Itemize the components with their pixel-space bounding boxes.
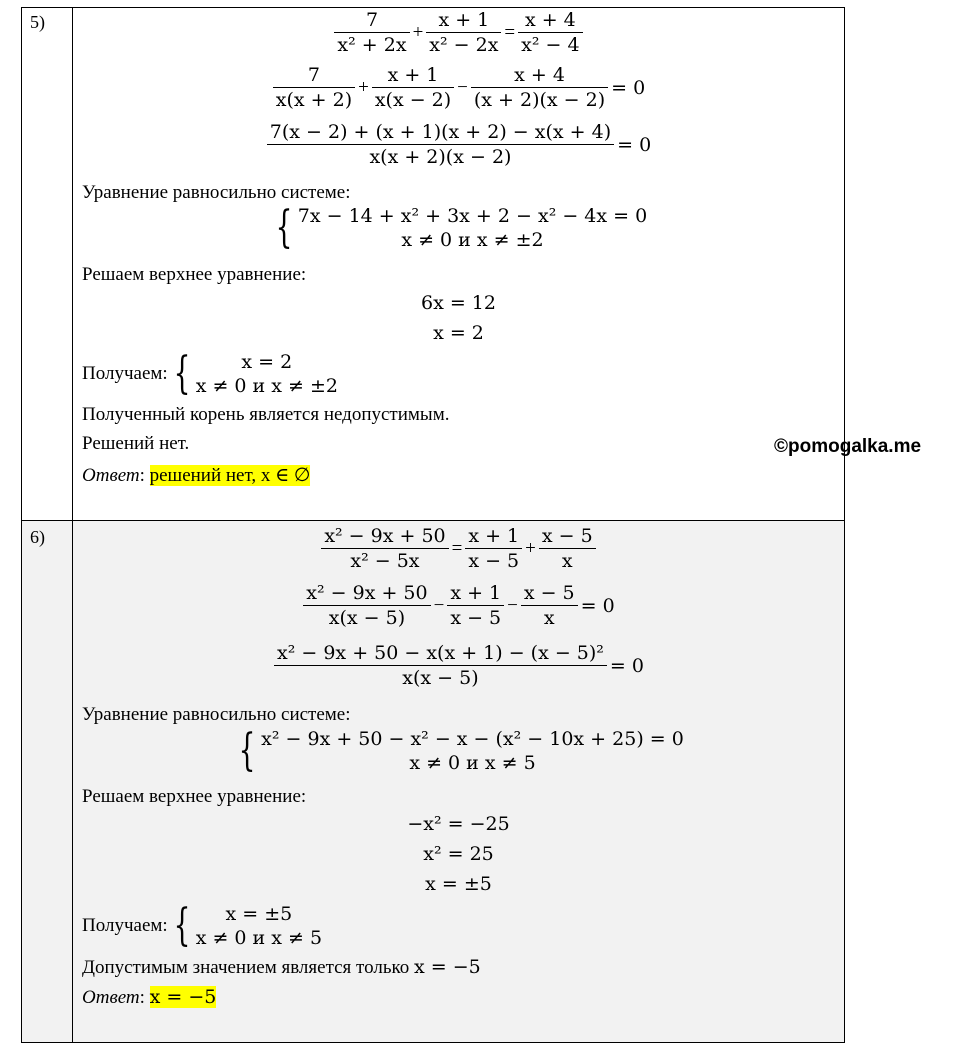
system-1: { x² − 9x + 50 − x² − x − (x² − 10x + 25) = 0 x ≠ 0 и x ≠ 5 bbox=[238, 725, 684, 776]
answer: Ответ: решений нет, x ∈ ∅ bbox=[82, 465, 311, 486]
fraction: $\frac{\text{x² − 9x + 50}}{x(x - 5)}$ bbox=[303, 581, 430, 630]
answer: Ответ: x = −5 bbox=[82, 986, 217, 1008]
fraction: $\frac{x + 1}{x - 5}$ bbox=[447, 581, 504, 630]
solve-text: Решаем верхнее уравнение: bbox=[82, 264, 307, 285]
equiv-text: Уравнение равносильно системе: bbox=[82, 704, 351, 725]
step-1: 6x = 12 bbox=[421, 292, 496, 314]
fraction: $\frac{7}{\text{x² + 2x}}$ bbox=[334, 8, 409, 57]
fraction: $\frac{\text{x² − 9x + 50 − x(x + 1) − (x − 5)²}}{x(x - 5)}$ bbox=[274, 641, 607, 690]
brace-icon: { bbox=[173, 900, 191, 951]
watermark: ©pomogalka.me bbox=[774, 436, 922, 457]
step-1: −x² = −25 bbox=[407, 813, 510, 835]
equation-3: $\frac{\text{x² − 9x + 50 − x(x + 1) − (x − 5)²}}{x(x - 5)}$ = 0 bbox=[72, 641, 845, 690]
equation-1: $\frac{\text{x² − 9x + 50}}{\text{x² − 5x}}$ = $\frac{x + 1}{x - 5}$ + $\frac{x - 5}{x}$ bbox=[72, 524, 845, 573]
fraction: $\frac{7}{x(x + 2)}$ bbox=[273, 63, 355, 112]
fraction: $\frac{x + 1}{\text{x² − 2x}}$ bbox=[426, 8, 501, 57]
valid-text: Допустимым значением является только x = −5 bbox=[82, 956, 481, 978]
solve-text: Решаем верхнее уравнение: bbox=[82, 786, 307, 807]
nosolution-text: Решений нет. bbox=[82, 433, 190, 454]
step-3: x = ±5 bbox=[425, 873, 492, 895]
fraction: $\frac{7(x - 2) + (x + 1)(x + 2) - x(x + 4)}{x(x + 2)(x - 2)}$ bbox=[267, 120, 614, 169]
brace-icon: { bbox=[238, 725, 256, 776]
equation-1: $\frac{7}{\text{x² + 2x}}$ + $\frac{x + 1}{\text{x² − 2x}}$ = $\frac{x + 4}{\text{x² − 4}}$ bbox=[72, 8, 845, 57]
fraction: $\frac{x + 4}{\text{x² − 4}}$ bbox=[518, 8, 582, 57]
fraction: $\frac{x - 5}{x}$ bbox=[521, 581, 578, 630]
got-block: Получаем: { x = ±5 x ≠ 0 и x ≠ 5 bbox=[82, 900, 323, 951]
answer-value: x = −5 bbox=[149, 986, 217, 1008]
invalid-text: Полученный корень является недопустимым. bbox=[82, 404, 450, 425]
brace-icon: { bbox=[275, 202, 293, 253]
got-block: Получаем: { x = 2 x ≠ 0 и x ≠ ±2 bbox=[82, 348, 338, 399]
equation-2: $\frac{7}{x(x + 2)}$ + $\frac{x + 1}{x(x - 2)}$ − $\frac{x + 4}{(x + 2)(x - 2)}$ = 0 bbox=[72, 63, 845, 112]
fraction: $\frac{x + 4}{(x + 2)(x - 2)}$ bbox=[471, 63, 608, 112]
equation-3: $\frac{7(x - 2) + (x + 1)(x + 2) - x(x + 4)}{x(x + 2)(x - 2)}$ = 0 bbox=[72, 120, 845, 169]
fraction: $\frac{x + 1}{x(x - 2)}$ bbox=[372, 63, 454, 112]
answer-value: решений нет, x ∈ ∅ bbox=[149, 465, 311, 486]
step-2: x = 2 bbox=[433, 322, 484, 344]
step-2: x² = 25 bbox=[423, 843, 494, 865]
fraction: $\frac{x - 5}{x}$ bbox=[539, 524, 596, 573]
brace-icon: { bbox=[173, 348, 191, 399]
problem-number: 5) bbox=[30, 12, 45, 32]
fraction: $\frac{x + 1}{x - 5}$ bbox=[465, 524, 522, 573]
equiv-text: Уравнение равносильно системе: bbox=[82, 182, 351, 203]
problem-number: 6) bbox=[30, 527, 45, 547]
fraction: $\frac{\text{x² − 9x + 50}}{\text{x² − 5x}}$ bbox=[321, 524, 448, 573]
system-1: { 7x − 14 + x² + 3x + 2 − x² − 4x = 0 x ≠ 0 и x ≠ ±2 bbox=[275, 202, 648, 253]
equation-2: $\frac{\text{x² − 9x + 50}}{x(x - 5)}$ − $\frac{x + 1}{x - 5}$ − $\frac{x - 5}{x}$ = 0 bbox=[72, 581, 845, 630]
